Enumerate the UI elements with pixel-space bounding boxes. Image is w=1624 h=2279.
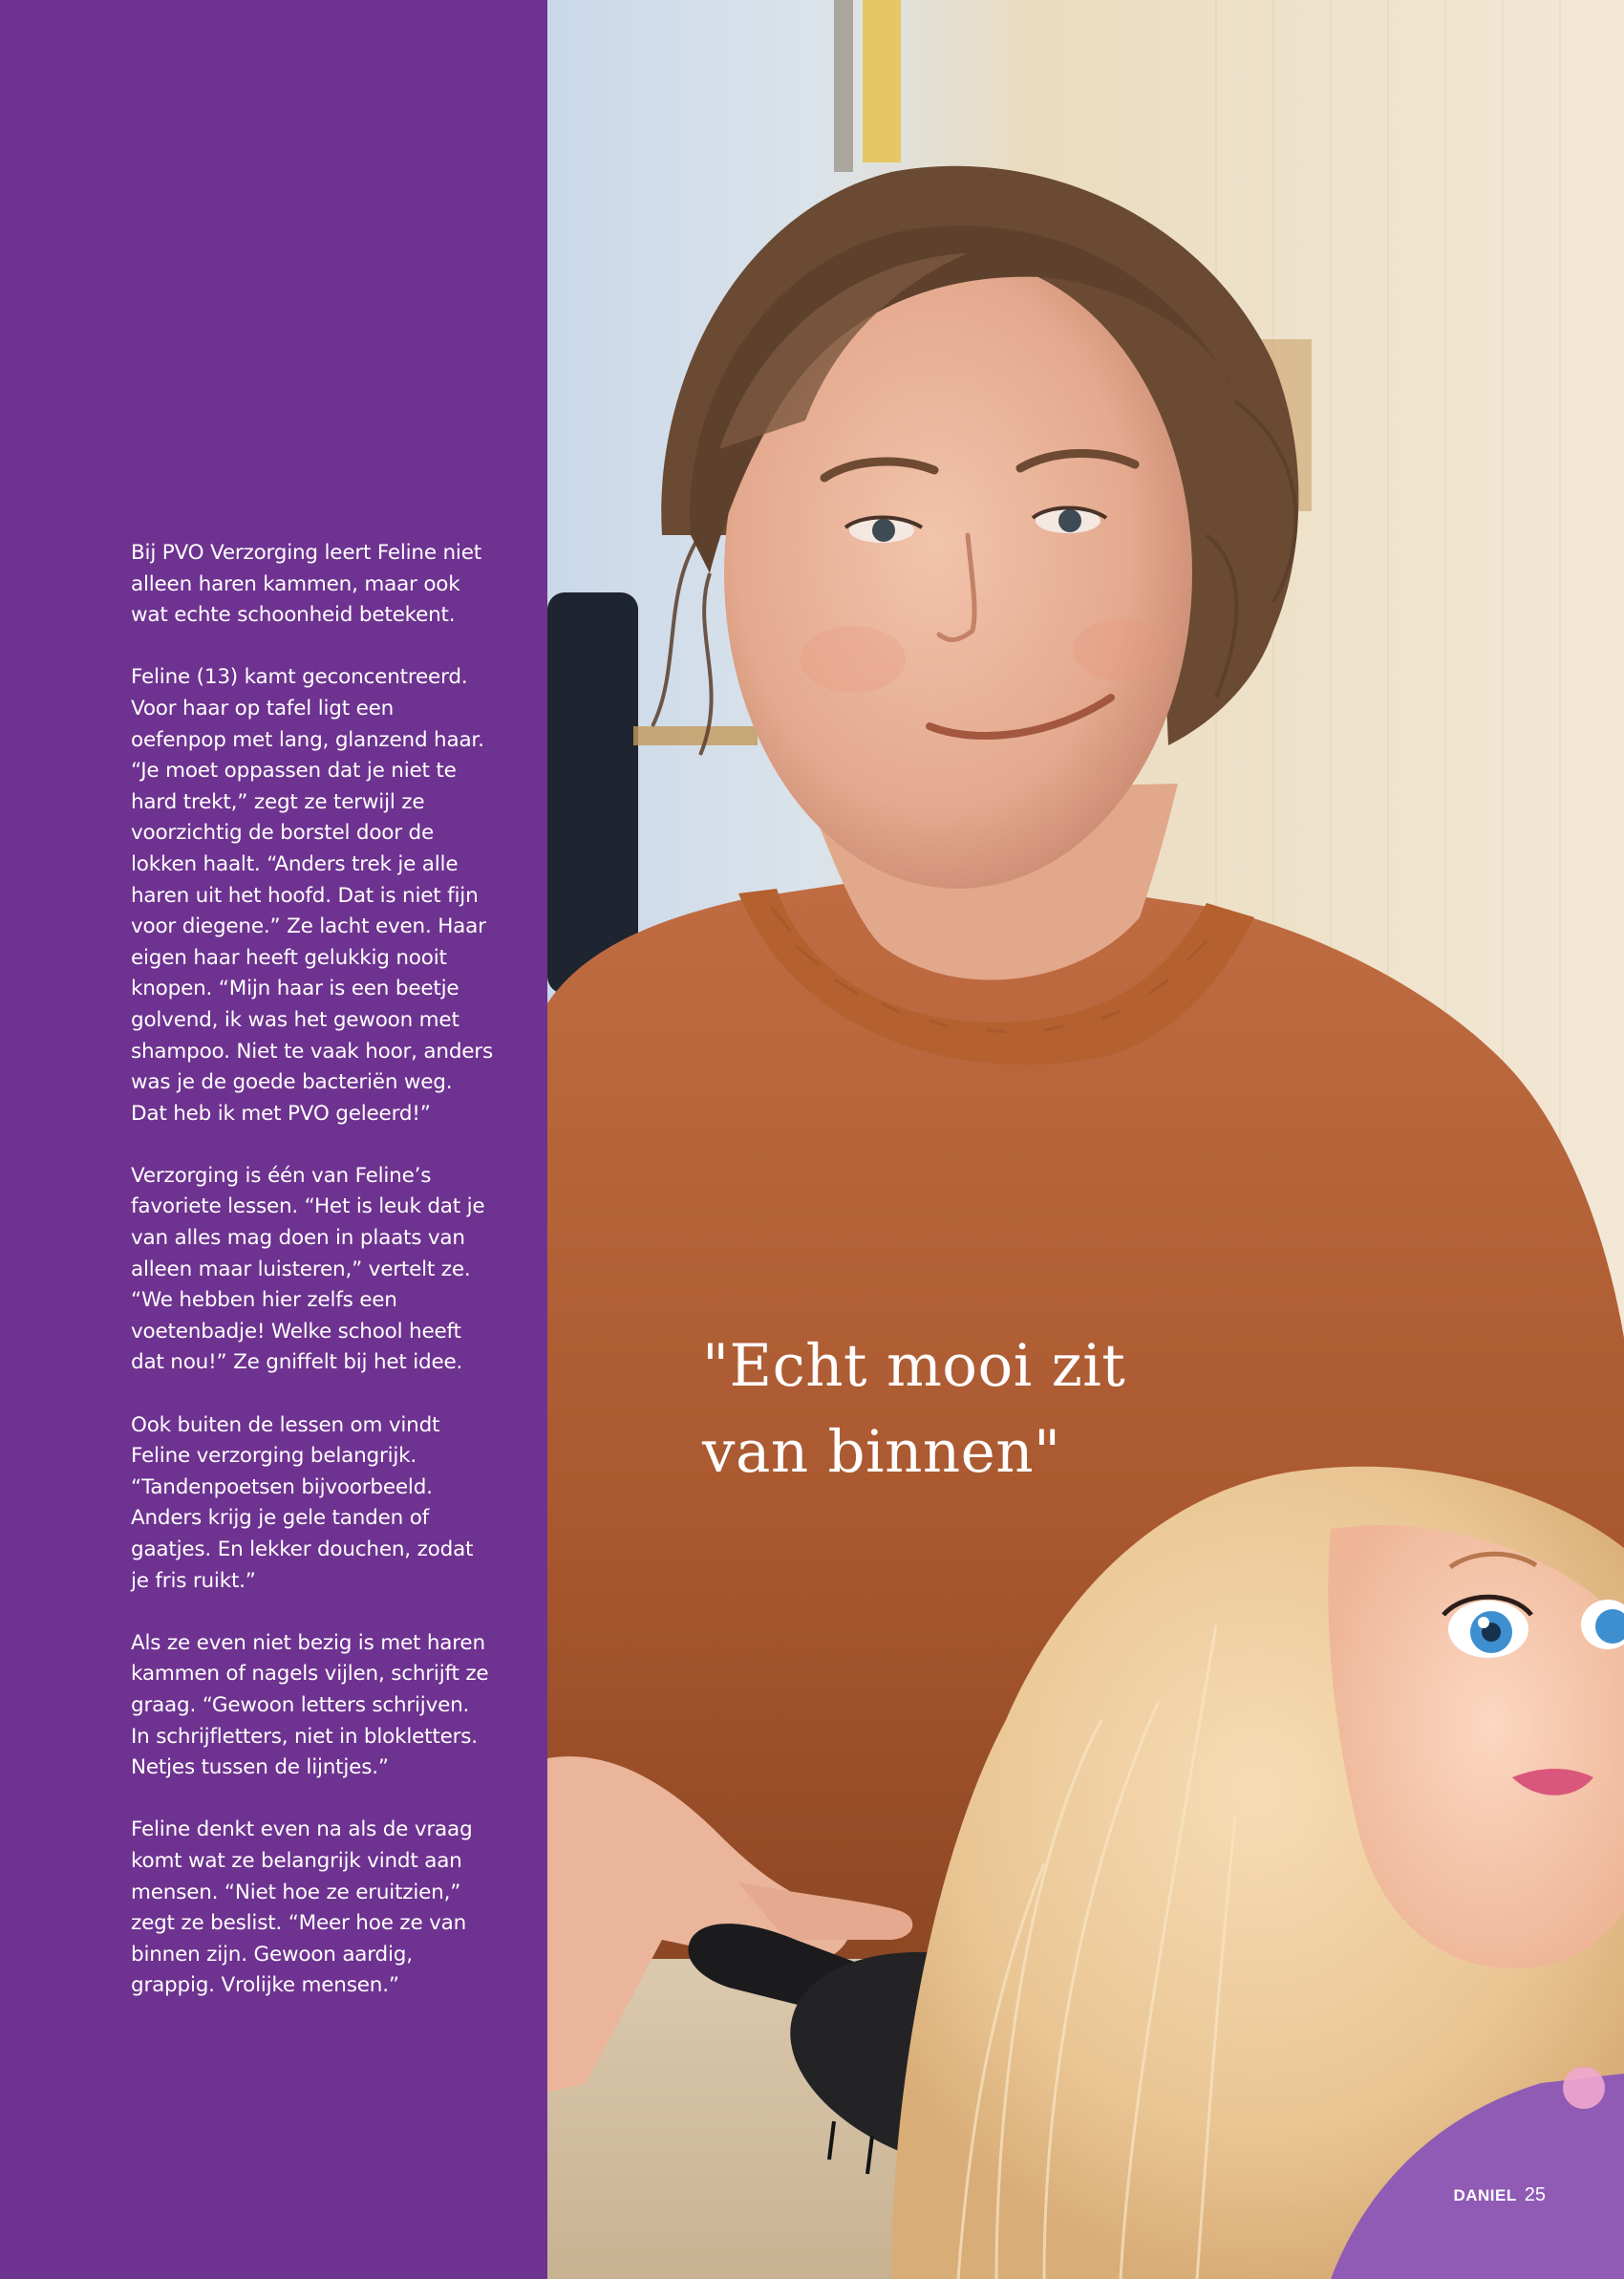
text-column — [0, 0, 547, 2279]
article-paragraph-intro: Bij PVO Verzorging leert Feline niet alleen haren kammen, maar ook wat echte schoonheid betekent. — [131, 541, 481, 628]
article-paragraph: Feline (13) kamt geconcentreerd. Voor haar op tafel ligt een oefenpop met lang, glanzend haar. “Je moet oppassen dat je niet te hard trekt,” zegt ze terwijl ze voorzichtig de borstel door de lokken haalt. “Anders trek je alle haren uit het hoofd. Dat is niet fijn voor diegene.” Ze lacht even. Haar eigen haar heeft gelukkig nooit knopen. “Mijn haar is een beetje golvend, ik was het gewoon met shampoo. Niet te vaak hoor, anders was je de goede bacteriën weg. Dat heb ik met PVO geleerd!” — [131, 665, 493, 1126]
portrait-photo — [547, 0, 1624, 2279]
article-paragraph: Verzorging is één van Feline’s favoriete lessen. “Het is leuk dat je van alles mag doen in plaats van alleen maar luisteren,” vertelt ze. “We hebben hier zelfs een voetenbadje! Welke school heeft dat nou!” Ze gniffelt bij het idee. — [131, 1163, 485, 1375]
article-paragraph: Als ze even niet bezig is met haren kammen of nagels vijlen, schrijft ze graag. “Gewoon letters schrijven. In schrijfletters, niet in blokletters. Netjes tussen de lijntjes.” — [131, 1630, 489, 1780]
article-paragraph: Ook buiten de lessen om vindt Feline verzorging belangrijk. “Tandenpoetsen bijvoorbeeld. Anders krijg je gele tanden of gaatjes. En lekker douchen, zodat je fris ruikt.” — [131, 1412, 474, 1593]
page-folio — [1453, 2183, 1546, 2207]
magazine-brand: DANIEL — [1453, 2186, 1517, 2204]
article-paragraph: Feline denkt even na als de vraag komt wat ze belangrijk vindt aan mensen. “Niet hoe ze eruitzien,” zegt ze beslist. “Meer hoe ze van binnen zijn. Gewoon aardig, grappig. Vrolijke mensen.” — [131, 1817, 473, 1998]
pull-quote: "Echt mooi zit van binnen" — [702, 1332, 1126, 1486]
page-number: 25 — [1524, 2184, 1546, 2205]
article-body — [131, 538, 494, 2033]
portrait-illustration — [547, 0, 1624, 2279]
